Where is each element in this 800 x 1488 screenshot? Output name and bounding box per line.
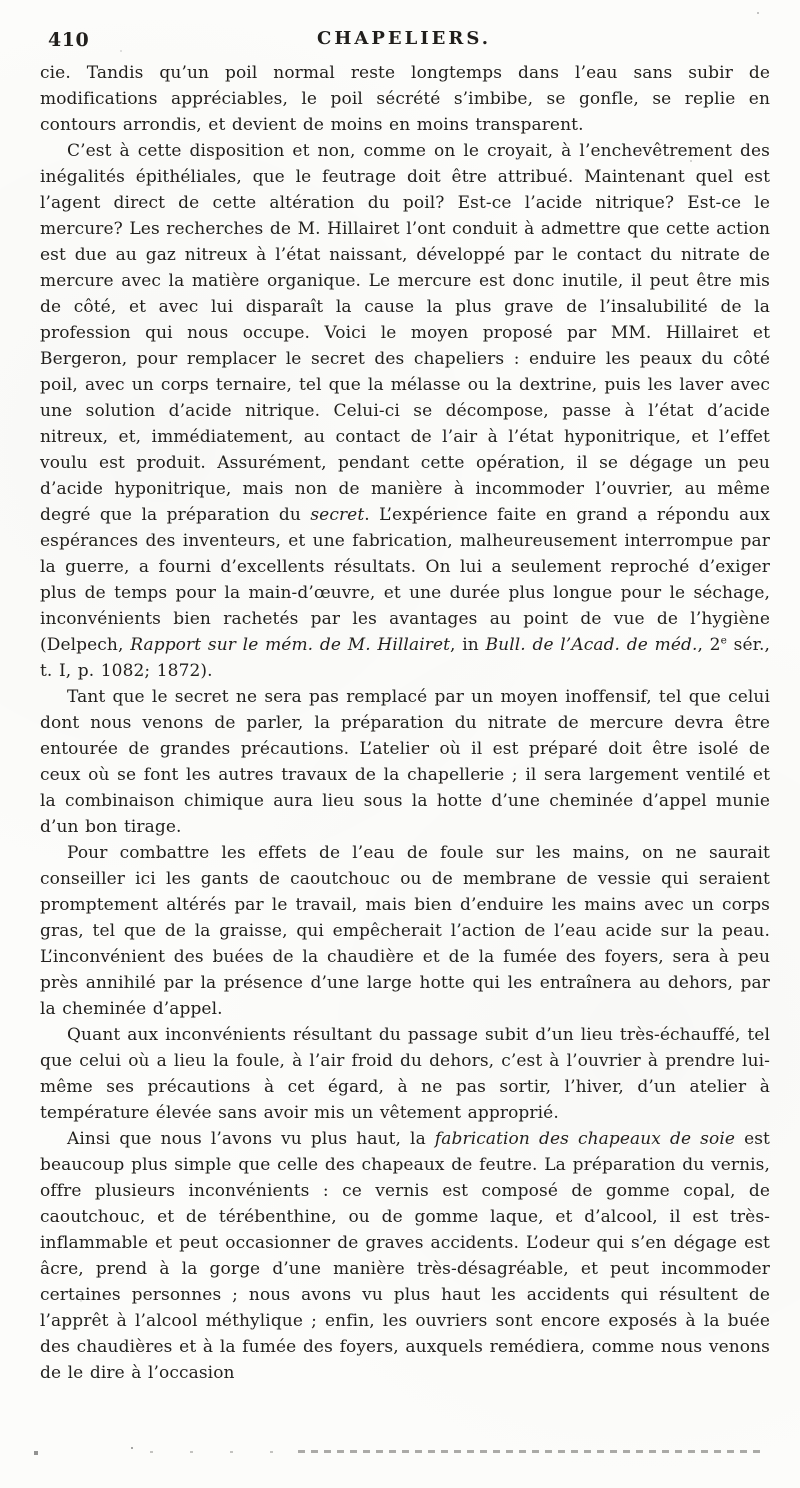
scan-artifact-line: [298, 1450, 760, 1453]
paragraph: [40, 60, 770, 138]
running-title: CHAPELIERS.: [317, 28, 491, 49]
text-segment: sér., t. I, p. 1082; 1872).: [40, 635, 771, 681]
text-segment: Quant aux inconvénients résultant du passage subit d’un lieu très-échauffé, tel que celui où a lieu la foule, à l’air froid du dehors, c’est à l’ouvrier à prendre lui-même ses précautions à cet égard, à ne pas sortir, l’hiver, d’un atelier à température élevée sans avoir mis un vêtement approprié.: [40, 1025, 770, 1123]
page-header: [40, 28, 768, 54]
text-segment: est beaucoup plus simple que celle des chapeaux de feutre. La préparation du vernis, offre plusieurs inconvénients : ce vernis est composé de gomme copal, de caoutchouc, et de térébenthine, ou de gomme laque, et d’alcool, il est très-inflammable et peut occasionner de graves accidents. L’odeur qui s’en dégage est âcre, prend à la gorge d’une manière très-désagréable, et peut incommoder certaines personnes ; nous avons vu plus haut les accidents qui résultent de l’apprêt à l’alcool méthylique ; enfin, les ouvriers sont encore exposés à la buée des chaudières et à la fumée des foyers, auxquels remédiera, comme nous venons de le dire à l’occasion: [40, 1129, 770, 1383]
text-segment: Pour combattre les effets de l’eau de foule sur les mains, on ne saurait conseiller ici les gants de caoutchouc ou de membrane de vessie qui seraient promptement altérés par le travail, mais bien d’enduire les mains avec un corps gras, tel que de la graisse, qui empêcherait l’action de l’eau acide sur la peau. L’inconvénient des buées de la chaudière et de la fumée des foyers, sera à peu près annihilé par la présence d’une large hotte qui les entraînera au dehors, par la cheminée d’appel.: [40, 843, 770, 1019]
italic-text-segment: secret: [310, 505, 365, 525]
italic-text-segment: Rapport sur le mém. de M. Hillairet: [130, 635, 451, 655]
text-segment: . L’expérience faite en grand a répondu aux espérances des inventeurs, et une fabrication, malheureusement interrompue par la guerre, a fourni d’excellents résultats. On lui a seulement reproché d’exiger plus de temps pour la main-d’œuvre, et une durée plus longue pour le séchage, inconvénients bien rachetés par les avantages au point de vue de l’hygiène (Delpech,: [40, 505, 770, 655]
text-segment: , in: [450, 635, 486, 655]
paragraph: [40, 840, 770, 1022]
paragraph: [40, 138, 770, 684]
paragraph: [40, 1126, 770, 1386]
scan-specks: [0, 0, 2, 2]
italic-text-segment: Bull. de l’Acad. de méd.: [485, 635, 698, 655]
page-number: 410: [48, 29, 90, 51]
body-text: [40, 60, 770, 1386]
paragraph: [40, 684, 770, 840]
text-segment: C’est à cette disposition et non, comme on le croyait, à l’enchevêtrement des inégalités épithéliales, que le feutrage doit être attribué. Maintenant quel est l’agent direct de cette altération du poil? Est-ce l’acide nitrique? Est-ce le mercure? Les recherches de M. Hillairet l’ont conduit à admettre que cette action est due au gaz nitreux à l’état naissant, développé par le contact du nitrate de mercure avec la matière organique. Le mercure est donc inutile, il peut être mis de côté, et avec lui disparaît la cause la plus grave de l’insalubilité de la profession qui nous occupe. Voici le moyen proposé par MM. Hillairet et Bergeron, pour remplacer le secret des chapeliers : enduire les peaux du côté poil, avec un corps ternaire, tel que la mélasse ou la dextrine, puis les laver avec une solution d’acide nitrique. Celui-ci se décompose, passe à l’état d’acide nitreux, et, immédiatement, au contact de l’air à l’état hyponitrique, et l’effet voulu est produit. Assurément, pendant cette opération, il se dégage un peu d’acide hyponitrique, mais non de manière à incommoder l’ouvrier, au même degré que la préparation du: [40, 141, 770, 525]
text-segment: Ainsi que nous l’avons vu plus haut, la: [67, 1129, 435, 1149]
superscript-segment: e: [720, 634, 727, 647]
paragraph: [40, 1022, 770, 1126]
text-segment: Tant que le secret ne sera pas remplacé par un moyen inoffensif, tel que celui dont nous venons de parler, la préparation du nitrate de mercure devra être entourée de grandes précautions. L’atelier où il est préparé doit être isolé de ceux où se font les autres travaux de la chapellerie ; il sera largement ventilé et la combinaison chimique aura lieu sous la hotte d’une cheminée d’appel munie d’un bon tirage.: [40, 687, 770, 837]
text-segment: , 2: [697, 635, 721, 655]
italic-text-segment: fabrication des chapeaux de soie: [434, 1129, 736, 1149]
text-segment: cie. Tandis qu’un poil normal reste longtemps dans l’eau sans subir de modifications appréciables, le poil sécrété s’imbibe, se gonfle, se replie en contours arrondis, et devient de moins en moins transparent.: [40, 63, 770, 135]
scan-artifact-line-lead: [150, 1451, 290, 1453]
